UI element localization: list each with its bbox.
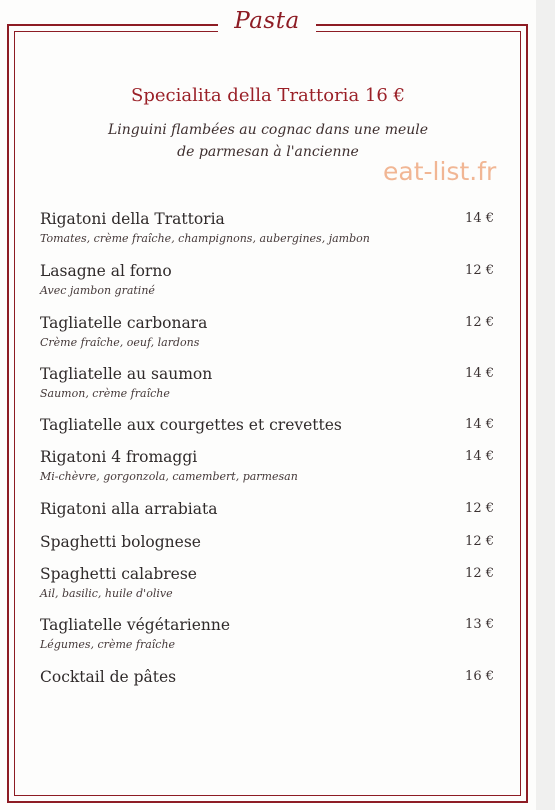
menu-item-description: Tomates, crème fraîche, champignons, aubergines, jambon <box>40 232 370 245</box>
menu-item-description: Crème fraîche, oeuf, lardons <box>40 336 200 349</box>
menu-item-price: 14 € <box>465 449 494 464</box>
watermark: eat-list.fr <box>383 157 497 186</box>
menu-item-price: 13 € <box>465 617 494 632</box>
menu-item-name: Tagliatelle au saumon <box>40 365 213 383</box>
menu-item-price: 16 € <box>465 669 494 684</box>
menu-item-price: 14 € <box>465 211 494 226</box>
specialty-description-line-2: de parmesan à l'ancienne <box>177 144 359 160</box>
menu-item-price: 14 € <box>465 417 494 432</box>
section-title: Pasta <box>234 8 300 34</box>
menu-item-description: Légumes, crème fraîche <box>40 638 176 651</box>
menu-item-price: 12 € <box>465 566 494 581</box>
menu-item-name: Spaghetti bolognese <box>40 533 201 551</box>
menu-item-name: Rigatoni 4 fromaggi <box>40 448 198 466</box>
menu-item-description: Ail, basilic, huile d'olive <box>40 587 173 600</box>
menu-item-name: Rigatoni della Trattoria <box>40 210 225 228</box>
menu-item-name: Spaghetti calabrese <box>40 565 197 583</box>
menu-item-name: Tagliatelle végétarienne <box>40 616 231 634</box>
menu-item-price: 12 € <box>465 263 494 278</box>
menu-item-price: 12 € <box>465 534 494 549</box>
menu-item-description: Saumon, crème fraîche <box>40 387 170 400</box>
menu-item-description: Mi-chèvre, gorgonzola, camembert, parmesan <box>40 470 298 483</box>
menu-item-name: Rigatoni alla arrabiata <box>40 500 218 518</box>
specialty-description-line-1: Linguini flambées au cognac dans une meule <box>107 122 429 138</box>
menu-item-name: Lasagne al forno <box>40 262 172 280</box>
menu-item-description: Avec jambon gratiné <box>40 284 155 297</box>
menu-item-price: 12 € <box>465 501 494 516</box>
menu-item-name: Tagliatelle aux courgettes et crevettes <box>40 416 342 434</box>
menu-item-name: Tagliatelle carbonara <box>40 314 208 332</box>
specialty-title: Specialita della Trattoria 16 € <box>131 85 405 106</box>
menu-item-name: Cocktail de pâtes <box>40 668 177 686</box>
menu-item-price: 14 € <box>465 366 494 381</box>
menu-item-price: 12 € <box>465 315 494 330</box>
